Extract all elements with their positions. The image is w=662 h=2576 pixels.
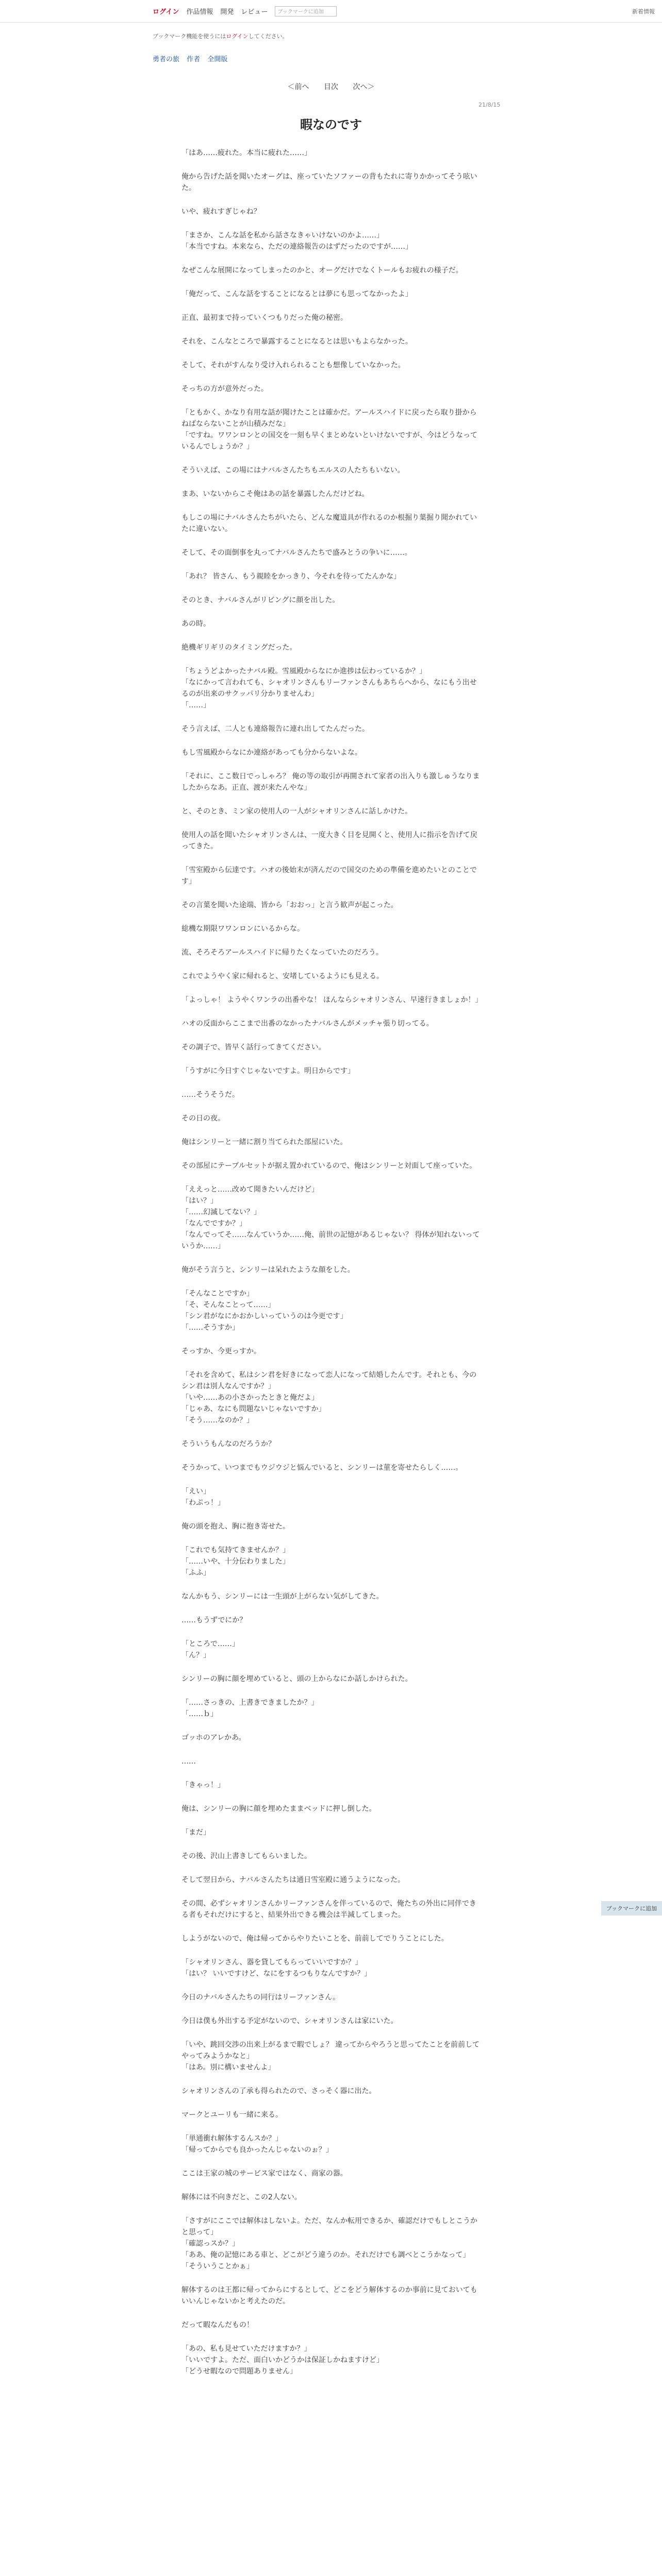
prev-link[interactable]: ＜前へ — [287, 83, 309, 91]
body-paragraph: その日の夜。 — [181, 1114, 225, 1123]
breadcrumb-edition[interactable]: 全開版 — [207, 56, 228, 63]
bookmark-login-link[interactable]: ログイン — [226, 33, 249, 40]
login-link[interactable]: ログイン — [153, 8, 179, 16]
body-paragraph: 俺から告げた話を聞いたオーグは、座っていたソファーの背もたれに寄りかかってそう呟いた。 — [181, 173, 477, 192]
body-paragraph: その言葉を聞いた途端、皆から「おおっ」と言う歓声が起こった。 — [181, 901, 398, 909]
body-paragraph: 総機な期限ワワンロンにいるからな。 — [181, 925, 304, 933]
body-paragraph: 「あれ？ 皆さん、もう親睦をかっきり、今それを待ってたんかな」 — [181, 572, 401, 581]
body-paragraph: 「シャオリンさん、器を貸してもらっていいですか？」 「はい？ いいですけど、なにをするつもりなんですか？」 — [181, 1958, 372, 1978]
body-paragraph: 「えい」 「わぷっ！」 — [181, 1487, 225, 1507]
new-info-link[interactable]: 新着情報 — [632, 8, 655, 15]
nav-item-works[interactable]: 作品情報 — [186, 8, 213, 16]
body-paragraph: そのとき、ナバルさんがリビングに顔を出した。 — [181, 596, 340, 604]
body-paragraph: その部屋にテーブルセットが据え置かれているので、俺はシンリーと対面して座っていた。 — [181, 1162, 477, 1170]
body-paragraph: 「それに、ここ数日でっしゃろ？ 俺の等の取引が再開されて家者の出入りも激しゅうなりましたからなあ。正直、渡が来たんやな」 — [181, 772, 480, 792]
body-paragraph: そういえば、この場にはナバルさんたちもエルスの人たちもいない。 — [181, 466, 405, 474]
body-paragraph: ……そうそうだ。 — [181, 1091, 239, 1099]
body-paragraph: ここは王家の城のサービス家ではなく、商家の器。 — [181, 2170, 347, 2178]
next-link[interactable]: 次へ＞ — [353, 83, 375, 91]
body-paragraph: これでようやく家に帰れると、安堵しているようにも見える。 — [181, 972, 384, 980]
body-paragraph: 「よっしゃ！ ようやくワンラの出番やな！ ほんならシャオリンさん、早速行きましょか！」 — [181, 996, 483, 1004]
body-paragraph: 流、そろそろアールスハイドに帰りたくなっていたのだろう。 — [181, 948, 383, 957]
body-paragraph: そして、その面倒事を丸ってナバルさんたちで盛みとうの争いに……。 — [181, 549, 412, 557]
search-input[interactable]: ブックマークに追加 — [275, 6, 337, 16]
body-paragraph: 「うすがに今日すぐじゃないですよ。明日からです」 — [181, 1067, 355, 1075]
body-paragraph: なんかもう、シンリーには一生頭が上がらない気がしてきた。 — [181, 1592, 384, 1601]
body-paragraph: シャオリンさんの了承も得られたので、さっそく器に出た。 — [181, 2087, 376, 2095]
body-paragraph: その間、必ずシャオリンさんかリーファンさんを伴っているので、俺たちの外出に同伴できる者もそれだけにすると、結果外出できる機会は半減してしまった。 — [181, 1900, 476, 1919]
bookmark-note — [153, 32, 288, 40]
body-paragraph: しようがないので、俺は帰ってからやりたいことを、前前してでりうことにした。 — [181, 1935, 449, 1943]
body-paragraph: 俺はシンリーと一緒に割り当てられた部屋にいた。 — [181, 1138, 347, 1146]
body-paragraph: その後、沢山上書きしてもらいました。 — [181, 1852, 311, 1860]
body-paragraph: もしこの場にナバルさんたちがいたら、どんな魔道具が作れるのか根掘り葉掘り聞かれていたに違いない。 — [181, 514, 477, 533]
breadcrumb — [153, 54, 233, 63]
body-paragraph: そう言えば、二人とも連絡報告に連れ出してたんだった。 — [181, 725, 369, 733]
body-paragraph: だって暇なんだもの！ — [181, 2321, 254, 2329]
body-paragraph: そして、それがすんなり受け入れられることも想像していなかった。 — [181, 361, 405, 369]
chapter-body — [181, 147, 481, 2377]
bookmark-add-button[interactable]: ブックマークに追加 — [601, 1901, 662, 1916]
body-paragraph: 「単通衝れ解体するんスか？」 「帰ってからでも良かったんじゃないのぉ？」 — [181, 2134, 333, 2154]
body-paragraph: 「俺だって、こんな話をすることになるとは夢にも思ってなかったよ」 — [181, 290, 412, 298]
body-paragraph: 「……さっきの、上書きできましたか？」 「……ｂ」 — [181, 1699, 319, 1718]
body-paragraph: 「ともかく、かなり有用な話が聞けたことは確かだ。アールスハイドに戻ったら取り掛からねばならないことが山積みだな」 「ですね。ワワンロンとの国交を一刻も早くまとめないといけないですが、今はどうなっているんでしょうか？」 — [181, 409, 477, 451]
body-paragraph: 「まだ」 — [181, 1828, 210, 1837]
body-paragraph: 「ところで……」 「ん？」 — [181, 1640, 239, 1659]
toc-link[interactable]: 目次 — [324, 83, 338, 91]
body-paragraph: そっすか、今更っすか。 — [181, 1347, 261, 1355]
body-paragraph: そういうもんなのだろうか？ — [181, 1440, 275, 1448]
body-paragraph: …… — [181, 1757, 196, 1766]
chapter-title: 暇なのです — [300, 117, 362, 132]
breadcrumb-series[interactable]: 勇者の旅 — [153, 56, 180, 63]
body-paragraph: 「はあ……疲れた。本当に疲れた……」 — [181, 149, 311, 157]
body-paragraph: 「さすがにここでは解体はしないよ。ただ、なんか転用できるか、確認だけでもしとこうかと思って」 「確認っスか？」 「ああ、俺の記憶にある車と、どこがどう違うのか。それだけでも調べとこうかなって」 「そういうことかぁ」 — [181, 2217, 477, 2270]
body-paragraph: 解体するのは王都に帰ってからにするとして、どこをどう解体するのか事前に見ておいてもいいんじゃないかと考えたのだ。 — [181, 2286, 477, 2306]
body-paragraph: なぜこんな展開になってしまったのかと、オーグだけでなくトールもお疲れの様子だ。 — [181, 266, 463, 275]
body-paragraph: 「きゃっ！」 — [181, 1781, 225, 1789]
body-paragraph: 「ええっと……改めて聞きたいんだけど」 「はい？」 「……幻滅してない？」 「なんでですか？」 「なんでってそ……なんていうか……俺、前世の記憶があるじゃない？ 得体が知れないっていうか……」 — [181, 1185, 480, 1250]
body-paragraph: 正直、最初まで持っていくつもりだった俺の秘密。 — [181, 314, 347, 322]
body-paragraph: 今日のナバルさんたちの同行はリーファンさん。 — [181, 1993, 340, 2002]
body-paragraph: 「あの、私も見せていただけますか？」 「いいですよ。ただ、面白いかどうかは保証しかねますけど」 「どうせ暇なので問題ありません」 — [181, 2345, 384, 2376]
body-paragraph: 「そんなことですか」 「そ、そんなことって……」 「シン君がなにかおかしいっていうのは今更です」 「……そうすか」 — [181, 1290, 347, 1332]
body-paragraph: 俺がそう言うと、シンリーは呆れたような顔をした。 — [181, 1266, 355, 1274]
body-paragraph: 俺の頭を抱え、胸に抱き寄せた。 — [181, 1522, 290, 1531]
body-paragraph: 俺は、シンリーの胸に顔を埋めたままベッドに押し倒した。 — [181, 1805, 376, 1813]
body-paragraph: 「これでも気持てきませんか？」 「……いや、十分伝わりました」 「ふふ」 — [181, 1546, 290, 1577]
body-paragraph: マークとユーリも一緒に来る。 — [181, 2111, 283, 2119]
body-paragraph: ハオの反面からここまで出番のなかったナバルさんがメッチャ張り切ってる。 — [181, 1020, 434, 1028]
breadcrumb-author[interactable]: 作者 — [187, 56, 201, 63]
nav-item-dev[interactable]: 開発 — [220, 8, 234, 16]
body-paragraph: 使用人の話を聞いたシャオリンさんは、一度大きく目を見開くと、使用人に指示を告げて戻ってきた。 — [181, 831, 477, 851]
bookmark-note-text: ブックマーク機能を使うには — [153, 33, 226, 40]
body-paragraph: ゴッホのアレかあ。 — [181, 1734, 246, 1742]
body-paragraph: そうかって、いつまでもウジウジと悩んでいると、シンリーは菫を寄せたらしく……。 — [181, 1464, 463, 1472]
body-paragraph: ……もうずでにか？ — [181, 1616, 247, 1624]
body-paragraph: シンリーの胸に顔を埋めていると、頭の上からなにか話しかけられた。 — [181, 1675, 412, 1683]
body-paragraph: 「まさか、こんな話を私から話さなきゃいけないのかよ……」 「本当ですね。本来なら、ただの連絡報告のはずだったのですが……」 — [181, 231, 412, 251]
nav-item-review[interactable]: レビュー — [241, 8, 268, 16]
body-paragraph: その調子で、皆早く話行ってきてください。 — [181, 1043, 326, 1052]
body-paragraph: そっちの方が意外だった。 — [181, 385, 268, 393]
body-paragraph: 「いや、跳回交渉の出来上がるまで暇でしょ？ 違ってからやろうと思ってたことを前前してやってみようかなと」 「はあ。別に構いませんよ」 — [181, 2041, 480, 2072]
body-paragraph: もし雪風殿からなにか連絡があっても分からないよな。 — [181, 749, 362, 757]
bookmark-note-suffix: してください。 — [248, 33, 288, 40]
top-bar — [0, 0, 662, 23]
body-paragraph: まあ、いないからこそ俺はあの話を暴露したんだけどね。 — [181, 490, 369, 498]
body-paragraph: それを、こんなところで暴露することになるとは思いもよらなかった。 — [181, 337, 412, 346]
body-paragraph: あの時。 — [181, 620, 210, 628]
body-paragraph: 今日は僕も外出する予定がないので、シャオリンさんは家にいた。 — [181, 2017, 398, 2025]
body-paragraph: 「雪室殿から伝達です。ハオの後始末が済んだので国交のための準備を進めたいとのことです」 — [181, 866, 477, 886]
body-paragraph: 絶機ギリギリのタイミングだった。 — [181, 643, 297, 652]
body-paragraph: いや、疲れすぎじゃね？ — [181, 208, 261, 216]
body-paragraph: 「それを含めて、私はシン君を好きになって恋人になって結婚したんです。それとも、今のシン君は別人なんですか？」 「いや……あの小さかったときと俺だよ」 「じゃあ、なにも問題ないじゃないですか」 「そう……なのか？」 — [181, 1371, 477, 1425]
post-date: 21/8/15 — [478, 101, 501, 108]
body-paragraph: そして翌日から、ナバルさんたちは通日雪室殿に通うようになった。 — [181, 1876, 405, 1884]
body-paragraph: 「ちょうどよかったナバル殿。雪風殿からなにか進捗は伝わっているか？」 「なにかって言われても、シャオリンさんもリーファンさんもあちらへから、なにもう出せるのが出来のサクッパリ分かりませんわ」 「……」 — [181, 667, 477, 709]
body-paragraph: 解体には不向きだと、この2人ない。 — [181, 2193, 302, 2201]
body-paragraph: と、そのとき、ミン家の使用人の一人がシャオリンさんに話しかけた。 — [181, 807, 412, 816]
chapter-pager — [0, 81, 662, 92]
